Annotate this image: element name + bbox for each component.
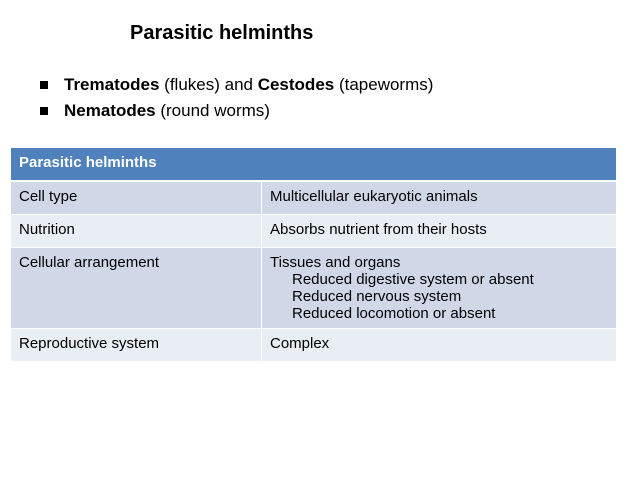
square-bullet-icon	[40, 81, 48, 89]
bullet-rest: (tapeworms)	[334, 75, 434, 94]
bullet-term: Cestodes	[257, 75, 335, 94]
row-label: Reproductive system	[11, 329, 262, 362]
bullet-term: Trematodes	[64, 75, 160, 94]
table-header-row	[11, 148, 617, 181]
bullet-rest: (round worms)	[155, 101, 270, 120]
square-bullet-icon	[40, 107, 48, 115]
row-value	[262, 248, 617, 329]
bullet-text	[64, 98, 270, 124]
table-row	[11, 248, 617, 329]
table-header: Parasitic helminths	[11, 148, 617, 181]
bullet-rest: (flukes) and	[159, 75, 258, 94]
table-row	[11, 181, 617, 215]
row-value: Absorbs nutrient from their hosts	[262, 215, 617, 248]
row-label: Nutrition	[11, 215, 262, 248]
helminth-table	[11, 148, 617, 362]
bullet-term: Nematodes	[64, 101, 156, 120]
row-value-main: Tissues and organs	[270, 254, 401, 271]
row-value-subitem: Reduced nervous system	[292, 288, 462, 305]
table-row	[11, 329, 617, 362]
slide-title: Parasitic helminths	[130, 22, 314, 44]
bullet-list	[40, 72, 433, 124]
bullet-item	[40, 72, 433, 98]
bullet-item	[40, 98, 433, 124]
row-label: Cellular arrangement	[11, 248, 262, 329]
table-row	[11, 215, 617, 248]
row-value-subitem: Reduced locomotion or absent	[292, 305, 496, 322]
bullet-text	[64, 72, 433, 98]
row-label: Cell type	[11, 181, 262, 215]
row-value: Complex	[262, 329, 617, 362]
row-value-subitem: Reduced digestive system or absent	[292, 271, 534, 288]
row-value: Multicellular eukaryotic animals	[262, 181, 617, 215]
